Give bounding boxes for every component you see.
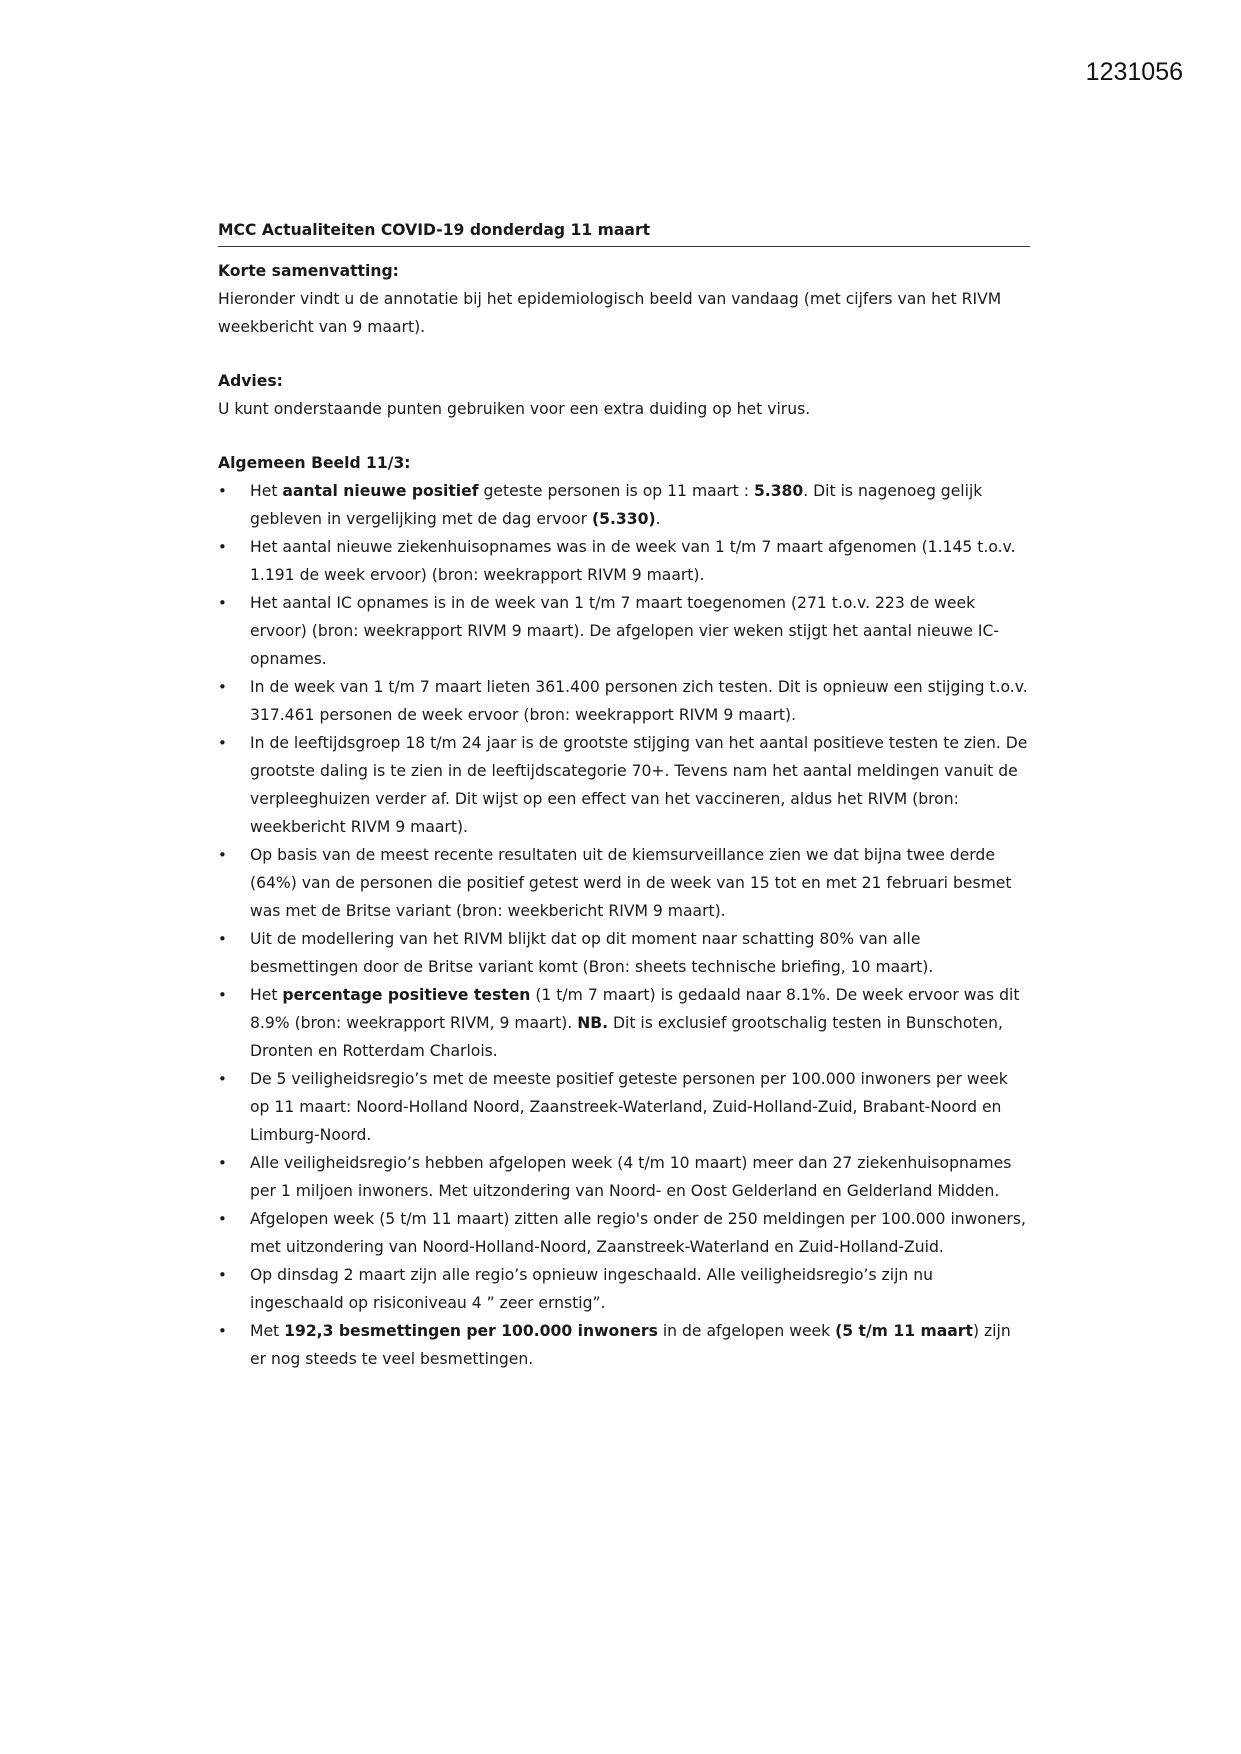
text: . bbox=[655, 510, 661, 528]
bold-text: 192,3 besmettingen per 100.000 inwoners bbox=[284, 1322, 658, 1340]
text: Het aantal nieuwe ziekenhuisopnames was in de week van 1 t/m 7 maart afgenomen (1.145 t.o.v. 1.191 de week ervoor) (bron: weekrapport RIVM 9 maart). bbox=[250, 538, 1016, 584]
text: Het bbox=[250, 986, 283, 1004]
list-item bbox=[218, 1205, 1030, 1261]
bold-text: percentage positieve testen bbox=[282, 986, 531, 1004]
list-item bbox=[218, 477, 1030, 533]
list-item bbox=[218, 673, 1030, 729]
bold-text: aantal nieuwe positief bbox=[282, 482, 479, 500]
list-item bbox=[218, 729, 1030, 841]
document-title: MCC Actualiteiten COVID-19 donderdag 11 maart bbox=[218, 221, 651, 239]
title-block bbox=[218, 216, 1030, 247]
list-item bbox=[218, 1261, 1030, 1317]
text: Op basis van de meest recente resultaten uit de kiemsurveillance zien we dat bijna twee derde (64%) van de personen die positief getest werd in de week van 15 tot en met 21 februari besmet was met de Britse variant (bron: weekbericht RIVM 9 maart). bbox=[250, 846, 1012, 920]
list-item bbox=[218, 1317, 1030, 1373]
list-item bbox=[218, 841, 1030, 925]
text: In de week van 1 t/m 7 maart lieten 361.400 personen zich testen. Dit is opnieuw een stijging t.o.v. 317.461 personen de week ervoor (bron: weekrapport RIVM 9 maart). bbox=[250, 678, 1028, 724]
text: Alle veiligheidsregio’s hebben afgelopen week (4 t/m 10 maart) meer dan 27 ziekenhuisopnames per 1 miljoen inwoners. Met uitzondering van Noord- en Oost Gelderland en Gelderland Midden. bbox=[250, 1154, 1012, 1200]
list-item bbox=[218, 1149, 1030, 1205]
advice-text: U kunt onderstaande punten gebruiken voor een extra duiding op het virus. bbox=[218, 400, 811, 418]
summary-text: Hieronder vindt u de annotatie bij het epidemiologisch beeld van vandaag (met cijfers van het RIVM weekbericht van 9 maart). bbox=[218, 290, 1002, 336]
text: In de leeftijdsgroep 18 t/m 24 jaar is de grootste stijging van het aantal positieve testen te zien. De grootste daling is te zien in de leeftijdscategorie 70+. Tevens nam het aantal meldingen vanuit de verpleeghuizen verder af. Dit wijst op een effect van het vaccineren, aldus het RIVM (bron: weekbericht RIVM 9 maart). bbox=[250, 734, 1028, 836]
text: Het bbox=[250, 482, 283, 500]
list-item bbox=[218, 589, 1030, 673]
text: . Dit is nagenoeg gelijk gebleven in vergelijking met de dag ervoor bbox=[250, 482, 983, 528]
text: Op dinsdag 2 maart zijn alle regio’s opnieuw ingeschaald. Alle veiligheidsregio’s zijn nu ingeschaald op risiconiveau 4 ” zeer ernstig”. bbox=[250, 1266, 934, 1312]
text: De 5 veiligheidsregio’s met de meeste positief geteste personen per 100.000 inwoners per week op 11 maart: Noord-Holland Noord, Zaanstreek-Waterland, Zuid-Holland-Zuid, Brabant-Noord en Limburg-Noord. bbox=[250, 1070, 1008, 1144]
list-item bbox=[218, 1065, 1030, 1149]
overview-heading: Algemeen Beeld 11/3: bbox=[218, 454, 411, 472]
summary-heading: Korte samenvatting: bbox=[218, 262, 399, 280]
bold-text: (5.330) bbox=[592, 510, 656, 528]
bold-text: 5.380 bbox=[753, 482, 804, 500]
list-item bbox=[218, 533, 1030, 589]
overview-bullet-list bbox=[218, 477, 1030, 1373]
text: Dit is exclusief grootschalig testen in Bunschoten, Dronten en Rotterdam Charlois. bbox=[250, 1014, 1003, 1060]
document-body bbox=[218, 216, 1030, 1373]
bold-text: (5 t/m 11 maart bbox=[835, 1322, 973, 1340]
text: Met bbox=[250, 1322, 285, 1340]
text: geteste personen is op 11 maart : bbox=[478, 482, 754, 500]
text: Afgelopen week (5 t/m 11 maart) zitten alle regio's onder de 250 meldingen per 100.000 inwoners, met uitzondering van Noord-Holland-Noord, Zaanstreek-Waterland en Zuid-Holland-Zuid. bbox=[250, 1210, 1026, 1256]
document-number: 1231056 bbox=[1085, 58, 1183, 86]
text: ) zijn er nog steeds te veel besmettingen. bbox=[250, 1322, 1011, 1368]
text: Het aantal IC opnames is in de week van 1 t/m 7 maart toegenomen (271 t.o.v. 223 de week ervoor) (bron: weekrapport RIVM 9 maart). De afgelopen vier weken stijgt het aantal nieuwe IC-opnames. bbox=[250, 594, 999, 668]
text: in de afgelopen week bbox=[657, 1322, 836, 1340]
text: Uit de modellering van het RIVM blijkt dat op dit moment naar schatting 80% van alle besmettingen door de Britse variant komt (Bron: sheets technische briefing, 10 maart). bbox=[250, 930, 934, 976]
list-item bbox=[218, 925, 1030, 981]
list-item bbox=[218, 981, 1030, 1065]
text: (1 t/m 7 maart) is gedaald naar 8.1%. De week ervoor was dit 8.9% (bron: weekrapport RIVM, 9 maart). bbox=[250, 986, 1020, 1032]
bold-text: NB. bbox=[577, 1014, 609, 1032]
advice-heading: Advies: bbox=[218, 372, 283, 390]
